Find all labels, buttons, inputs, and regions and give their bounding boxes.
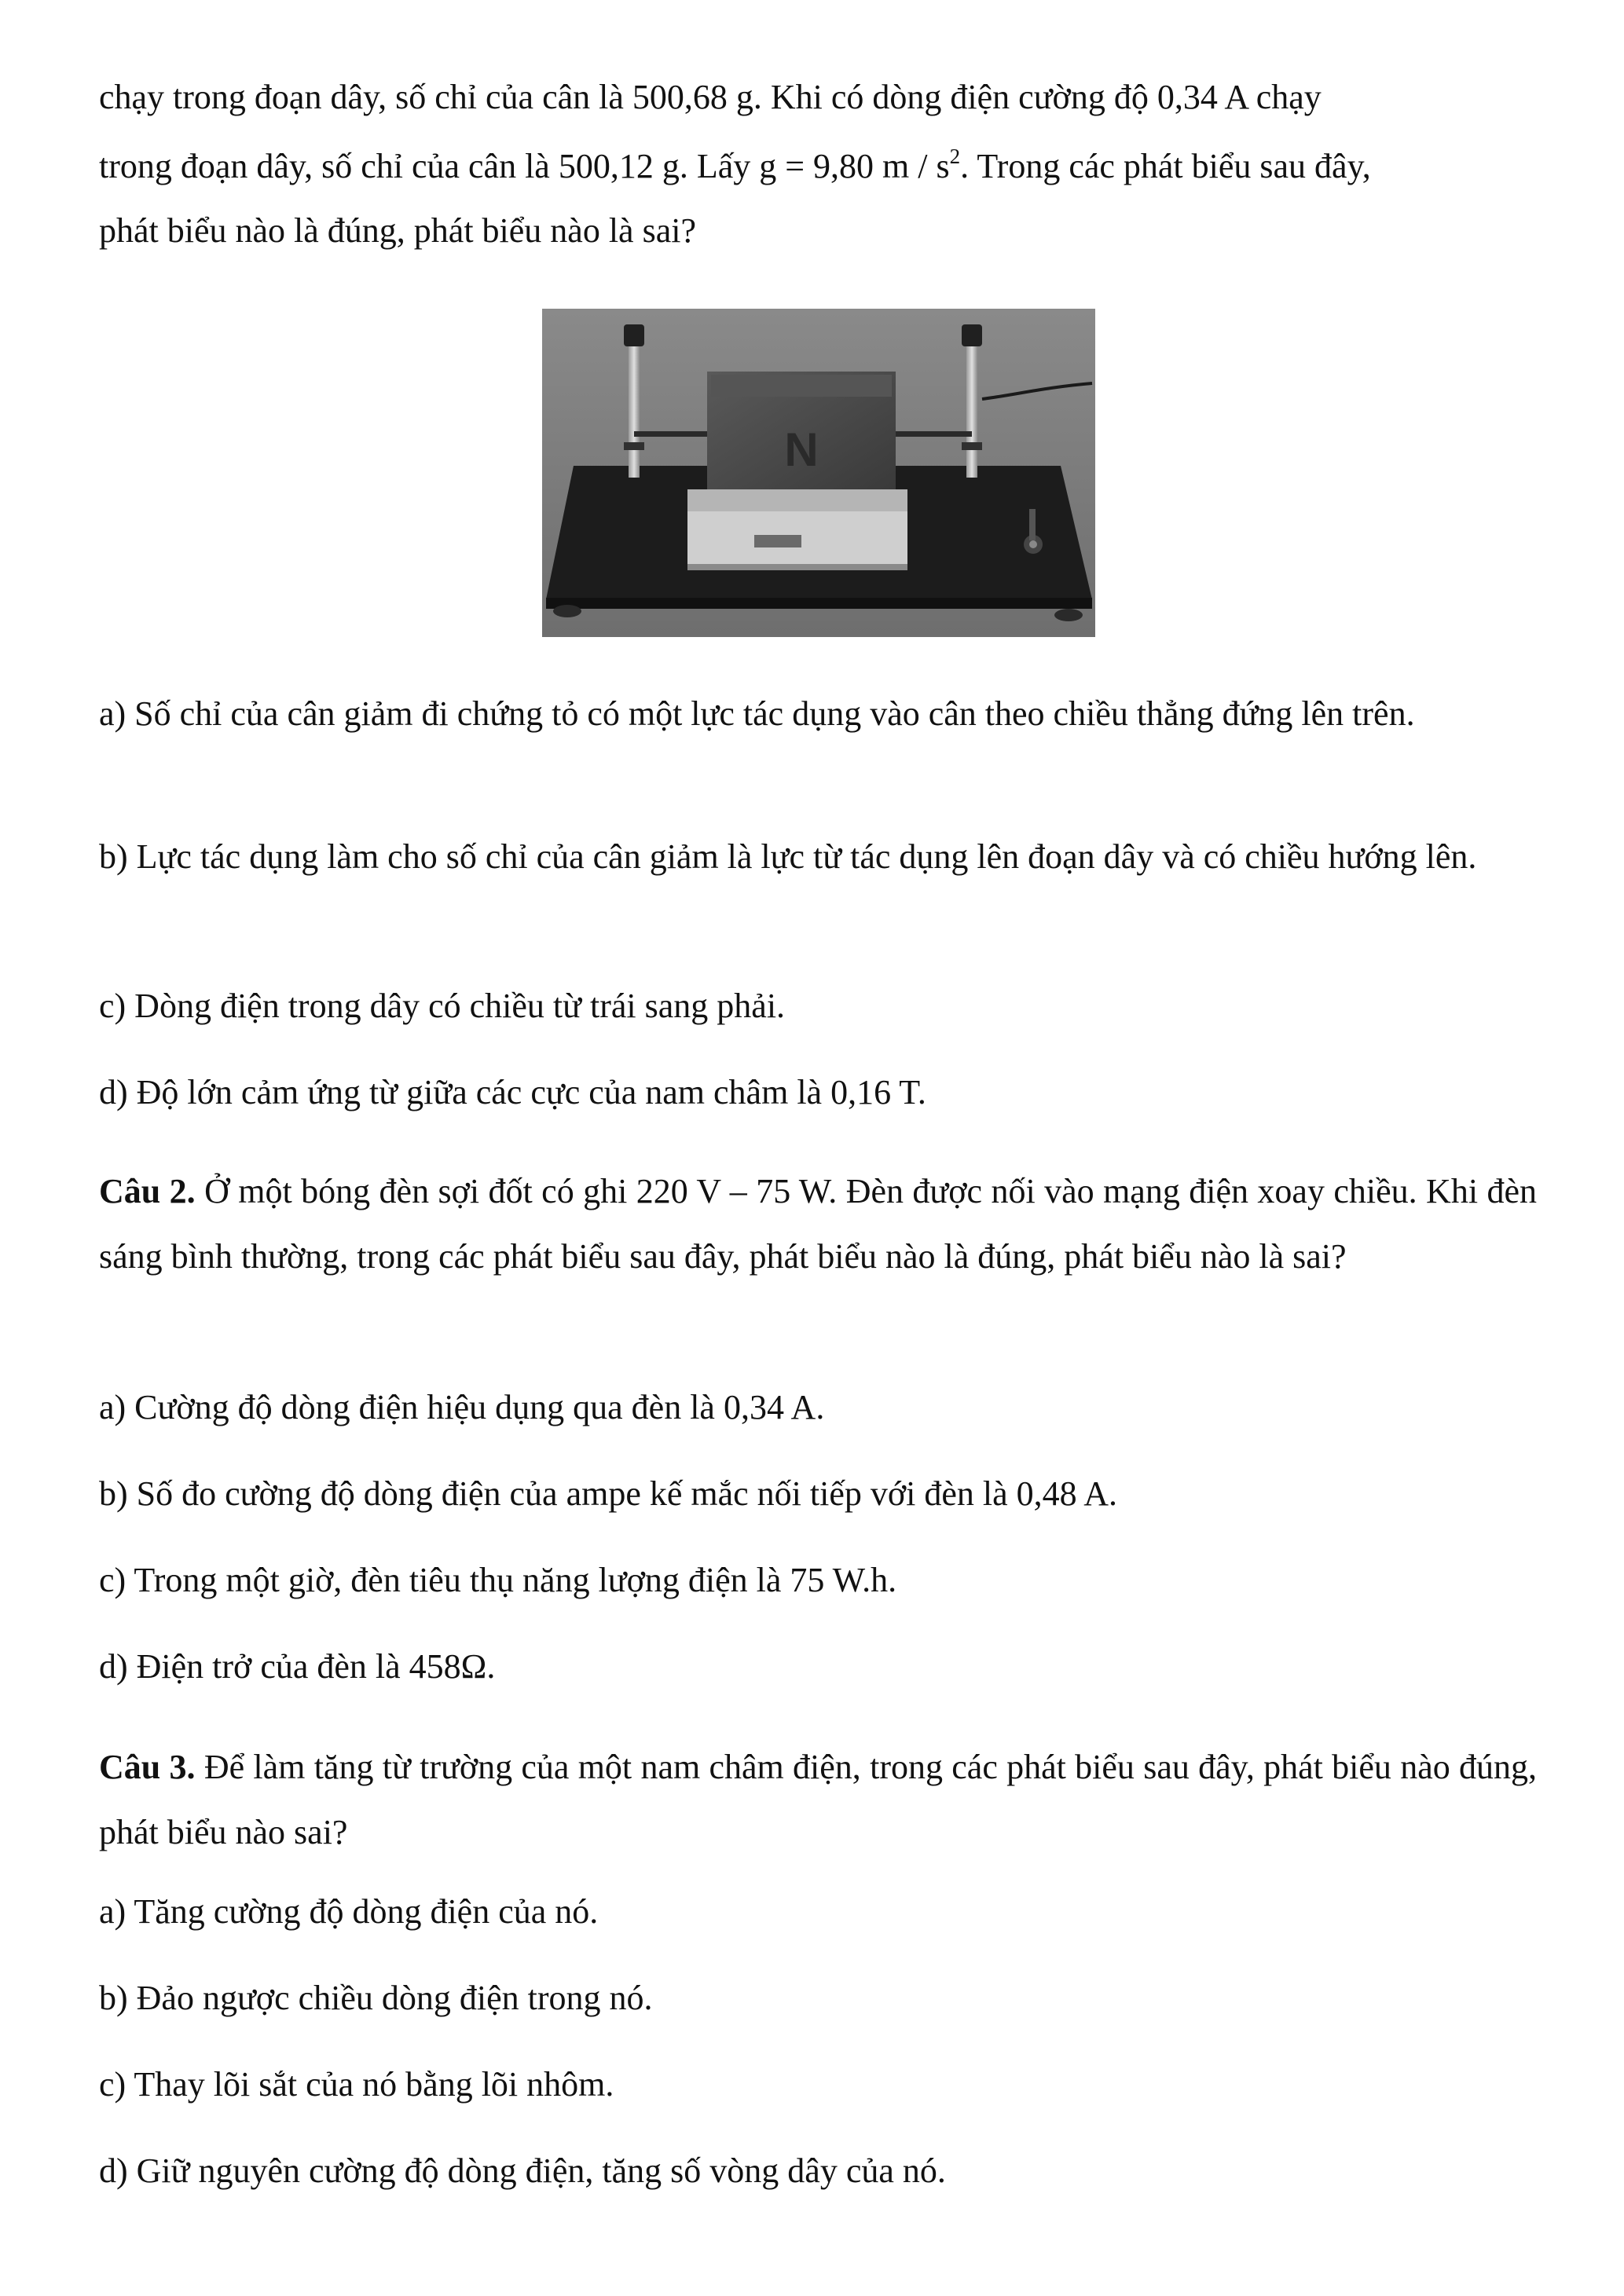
q3-statement-a: a) Tăng cường độ dòng điện của nó. [99,1892,599,1931]
q1-statement-a: a) Số chỉ của cân giảm đi chứng tỏ có một lực tác dụng vào cân theo chiều thẳng đứng lên trên. [99,694,1415,733]
q2-label: Câu 2. [99,1172,196,1210]
intro-line-2-tail: . Trong các phát biểu sau đây, [960,147,1371,185]
q3-stem [99,1734,1537,1865]
q2-statement-c: c) Trong một giờ, đèn tiêu thụ năng lượng điện là 75 W.h. [99,1561,897,1599]
q3-stem-text: Để làm tăng từ trường của một nam châm điện, trong các phát biểu sau đây, phát biểu nào đúng, phát biểu nào sai? [99,1748,1538,1851]
q3-statement-d: d) Giữ nguyên cường độ dòng điện, tăng số vòng dây của nó. [99,2151,946,2190]
intro-line-2 [99,146,1371,186]
q2-statement-d: d) Điện trở của đèn là 458Ω. [99,1647,496,1686]
q2-stem [99,1159,1537,1289]
q1-statement-c: c) Dòng điện trong dây có chiều từ trái sang phải. [99,987,786,1025]
q1-statement-b: b) Lực tác dụng làm cho số chỉ của cân giảm là lực từ tác dụng lên đoạn dây và có chiều hướng lên. [99,837,1477,876]
magnet-label: N [784,423,819,476]
q2-statement-a: a) Cường độ dòng điện hiệu dụng qua đèn là 0,34 A. [99,1388,825,1426]
intro-line-1: chạy trong đoạn dây, số chỉ của cân là 500,68 g. Khi có dòng điện cường độ 0,34 A chạy [99,78,1322,116]
q3-label: Câu 3. [99,1748,196,1786]
q3-statement-c: c) Thay lõi sắt của nó bằng lõi nhôm. [99,2065,614,2104]
intro-line-3: phát biểu nào là đúng, phát biểu nào là sai? [99,211,696,250]
q2-stem-text: Ở một bóng đèn sợi đốt có ghi 220 V – 75 W. Đèn được nối vào mạng điện xoay chiều. Khi đèn sáng bình thường, trong các phát biểu sau đây, phát biểu nào là đúng, phát biểu nào là sai? [99,1172,1538,1276]
q3-statement-b: b) Đảo ngược chiều dòng điện trong nó. [99,1979,653,2017]
gravity-formula: g = 9,80 m / $s^2$ [759,145,961,185]
apparatus-photo [542,309,1095,637]
intro-line-2-text: trong đoạn dây, số chỉ của cân là 500,12 g. Lấy [99,147,760,185]
q2-statement-b: b) Số đo cường độ dòng điện của ampe kế mắc nối tiếp với đèn là 0,48 A. [99,1474,1118,1513]
q1-statement-d: d) Độ lớn cảm ứng từ giữa các cực của nam châm là 0,16 T. [99,1073,926,1111]
